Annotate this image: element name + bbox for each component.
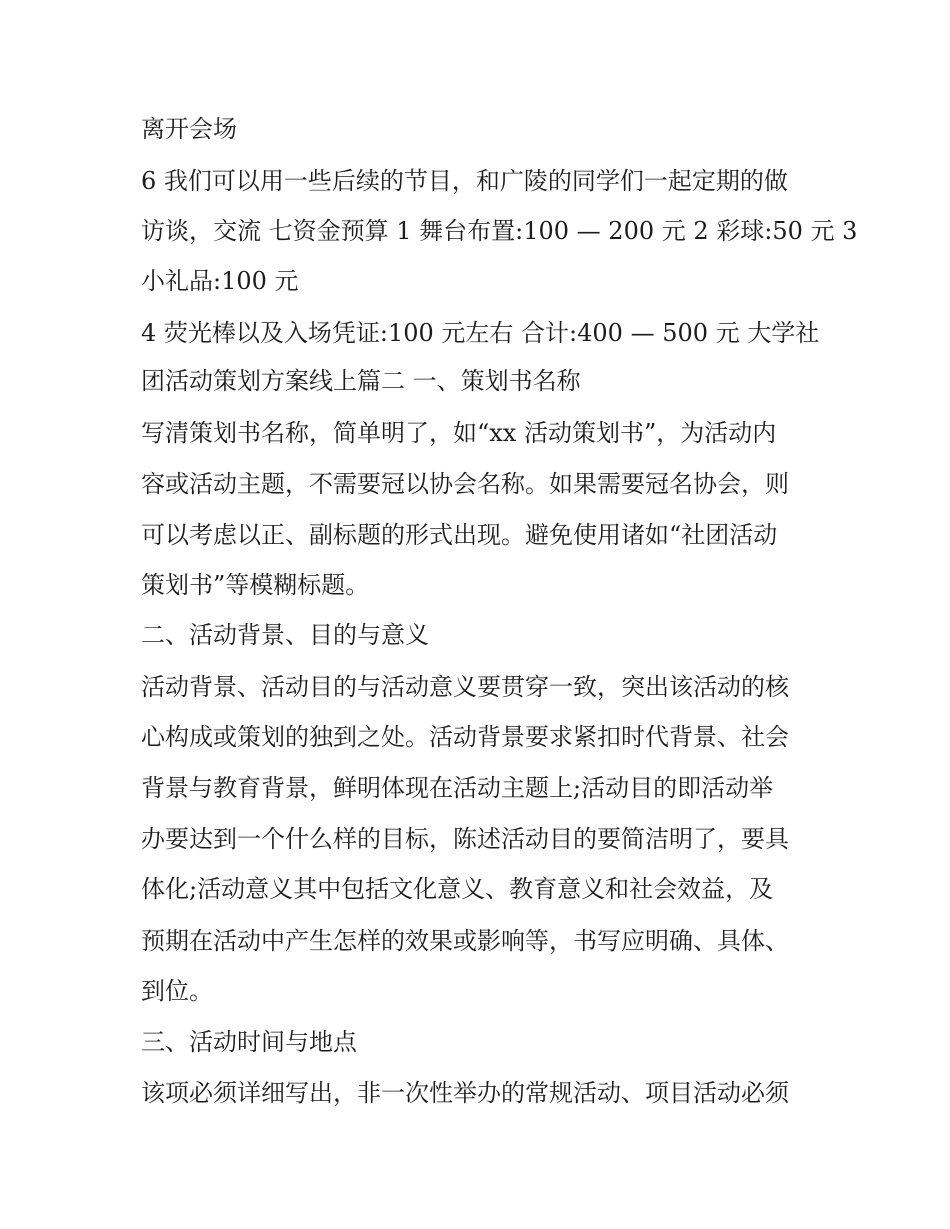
section-heading: 二、活动背景、目的与意义	[141, 621, 429, 649]
text-line: 容或活动主题，不需要冠以协会名称。如果需要冠名协会，则	[141, 470, 789, 498]
text-line: 预期在活动中产生怎样的效果或影响等，书写应明确、具体、	[141, 927, 789, 955]
text-line: 背景与教育背景，鲜明体现在活动主题上;活动目的即活动举	[141, 774, 774, 802]
text-line: 写清策划书名称，简单明了，如“xx 活动策划书”，为活动内	[141, 419, 777, 447]
text-line: 策划书”等模糊标题。	[141, 571, 370, 599]
text-line: 活动背景、活动目的与活动意义要贯穿一致，突出该活动的核	[141, 673, 789, 701]
text-line: 小礼品:100 元	[141, 267, 299, 295]
text-line: 该项必须详细写出，非一次性举办的常规活动、项目活动必须	[141, 1079, 789, 1107]
text-line: 离开会场	[141, 115, 237, 143]
text-line: 团活动策划方案线上篇二 一、策划书名称	[141, 367, 581, 395]
text-line: 体化;活动意义其中包括文化意义、教育意义和社会效益，及	[141, 875, 774, 903]
text-line: 到位。	[141, 977, 213, 1005]
text-line: 访谈，交流 七资金预算 1 舞台布置:100 — 200 元 2 彩球:50 元 3	[141, 217, 858, 245]
text-line: 可以考虑以正、副标题的形式出现。避免使用诸如“社团活动	[141, 521, 778, 549]
text-line: 心构成或策划的独到之处。活动背景要求紧扣时代背景、社会	[141, 723, 789, 751]
text-line: 4 荧光棒以及入场凭证:100 元左右 合计:400 — 500 元 大学社	[141, 319, 820, 347]
text-line: 办要达到一个什么样的目标，陈述活动目的要简洁明了，要具	[141, 825, 789, 853]
section-heading: 三、活动时间与地点	[141, 1028, 357, 1056]
text-line: 6 我们可以用一些后续的节目，和广陵的同学们一起定期的做	[141, 167, 788, 195]
